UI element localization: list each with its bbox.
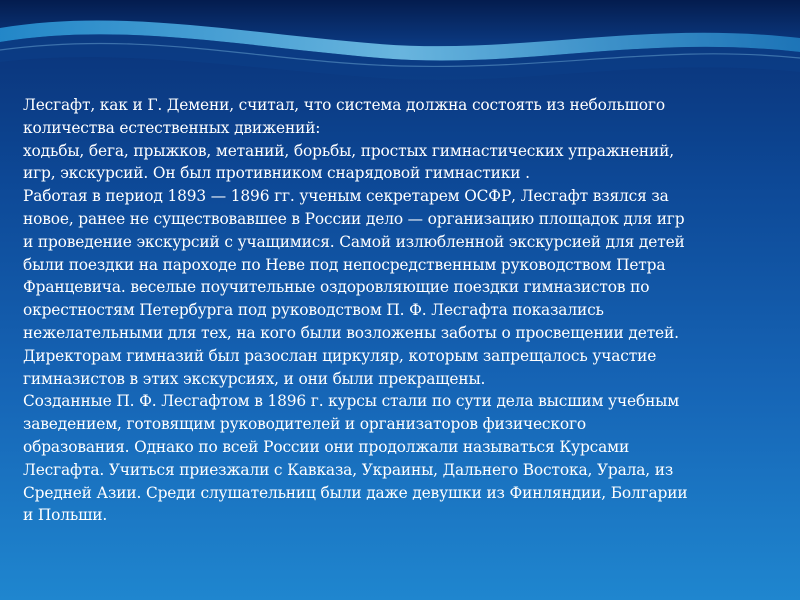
text-line: нежелательными для тех, на кого были возложены заботы о просвещении детей. [23, 323, 679, 342]
text-line: Созданные П. Ф. Лесгафтом в 1896 г. курсы стали по сути дела высшим учебным [23, 392, 680, 411]
text-line: образования. Однако по всей России они продолжали называться Курсами [23, 437, 630, 456]
text-line: гимназистов в этих экскурсиях, и они были прекращены. [23, 369, 486, 388]
text-line: были поездки на пароходе по Неве под непосредственным руководством Петра [23, 255, 666, 274]
text-line: окрестностям Петербурга под руководством П. Ф. Лесгафта показались [23, 301, 604, 320]
text-line: и Польши. [23, 506, 108, 525]
text-line: Лесгафт, как и Г. Демени, считал, что система должна состоять из небольшого [23, 96, 665, 114]
text-line: Директорам гимназий был разослан циркуляр, которым запрещалось участие [23, 346, 657, 365]
slide-body-text [23, 94, 783, 527]
text-line: заведением, готовящим руководителей и организаторов физического [23, 415, 587, 434]
text-line: новое, ранее не существовавшее в России дело — организацию площадок для игр [23, 209, 685, 228]
text-line: и проведение экскурсий с учащимися. Самой излюбленной экскурсией для детей [23, 232, 685, 251]
text-line: количества естественных движений: [23, 118, 321, 137]
text-line: игр, экскурсий. Он был противником снарядовой гимнастики . [23, 164, 530, 183]
text-line: Средней Азии. Среди слушательниц были даже девушки из Финляндии, Болгарии [23, 483, 688, 502]
text-line: ходьбы, бега, прыжков, метаний, борьбы, простых гимнастических упражнений, [23, 141, 674, 160]
text-line: Лесгафта. Учиться приезжали с Кавказа, Украины, Дальнего Востока, Урала, из [23, 460, 674, 479]
decorative-waves [0, 0, 800, 90]
text-line: Работая в период 1893 — 1896 гг. ученым секретарем ОСФР, Лесгафт взялся за [23, 187, 669, 206]
text-line: Францевича. веселые поучительные оздоровляющие поездки гимназистов по [23, 278, 650, 297]
